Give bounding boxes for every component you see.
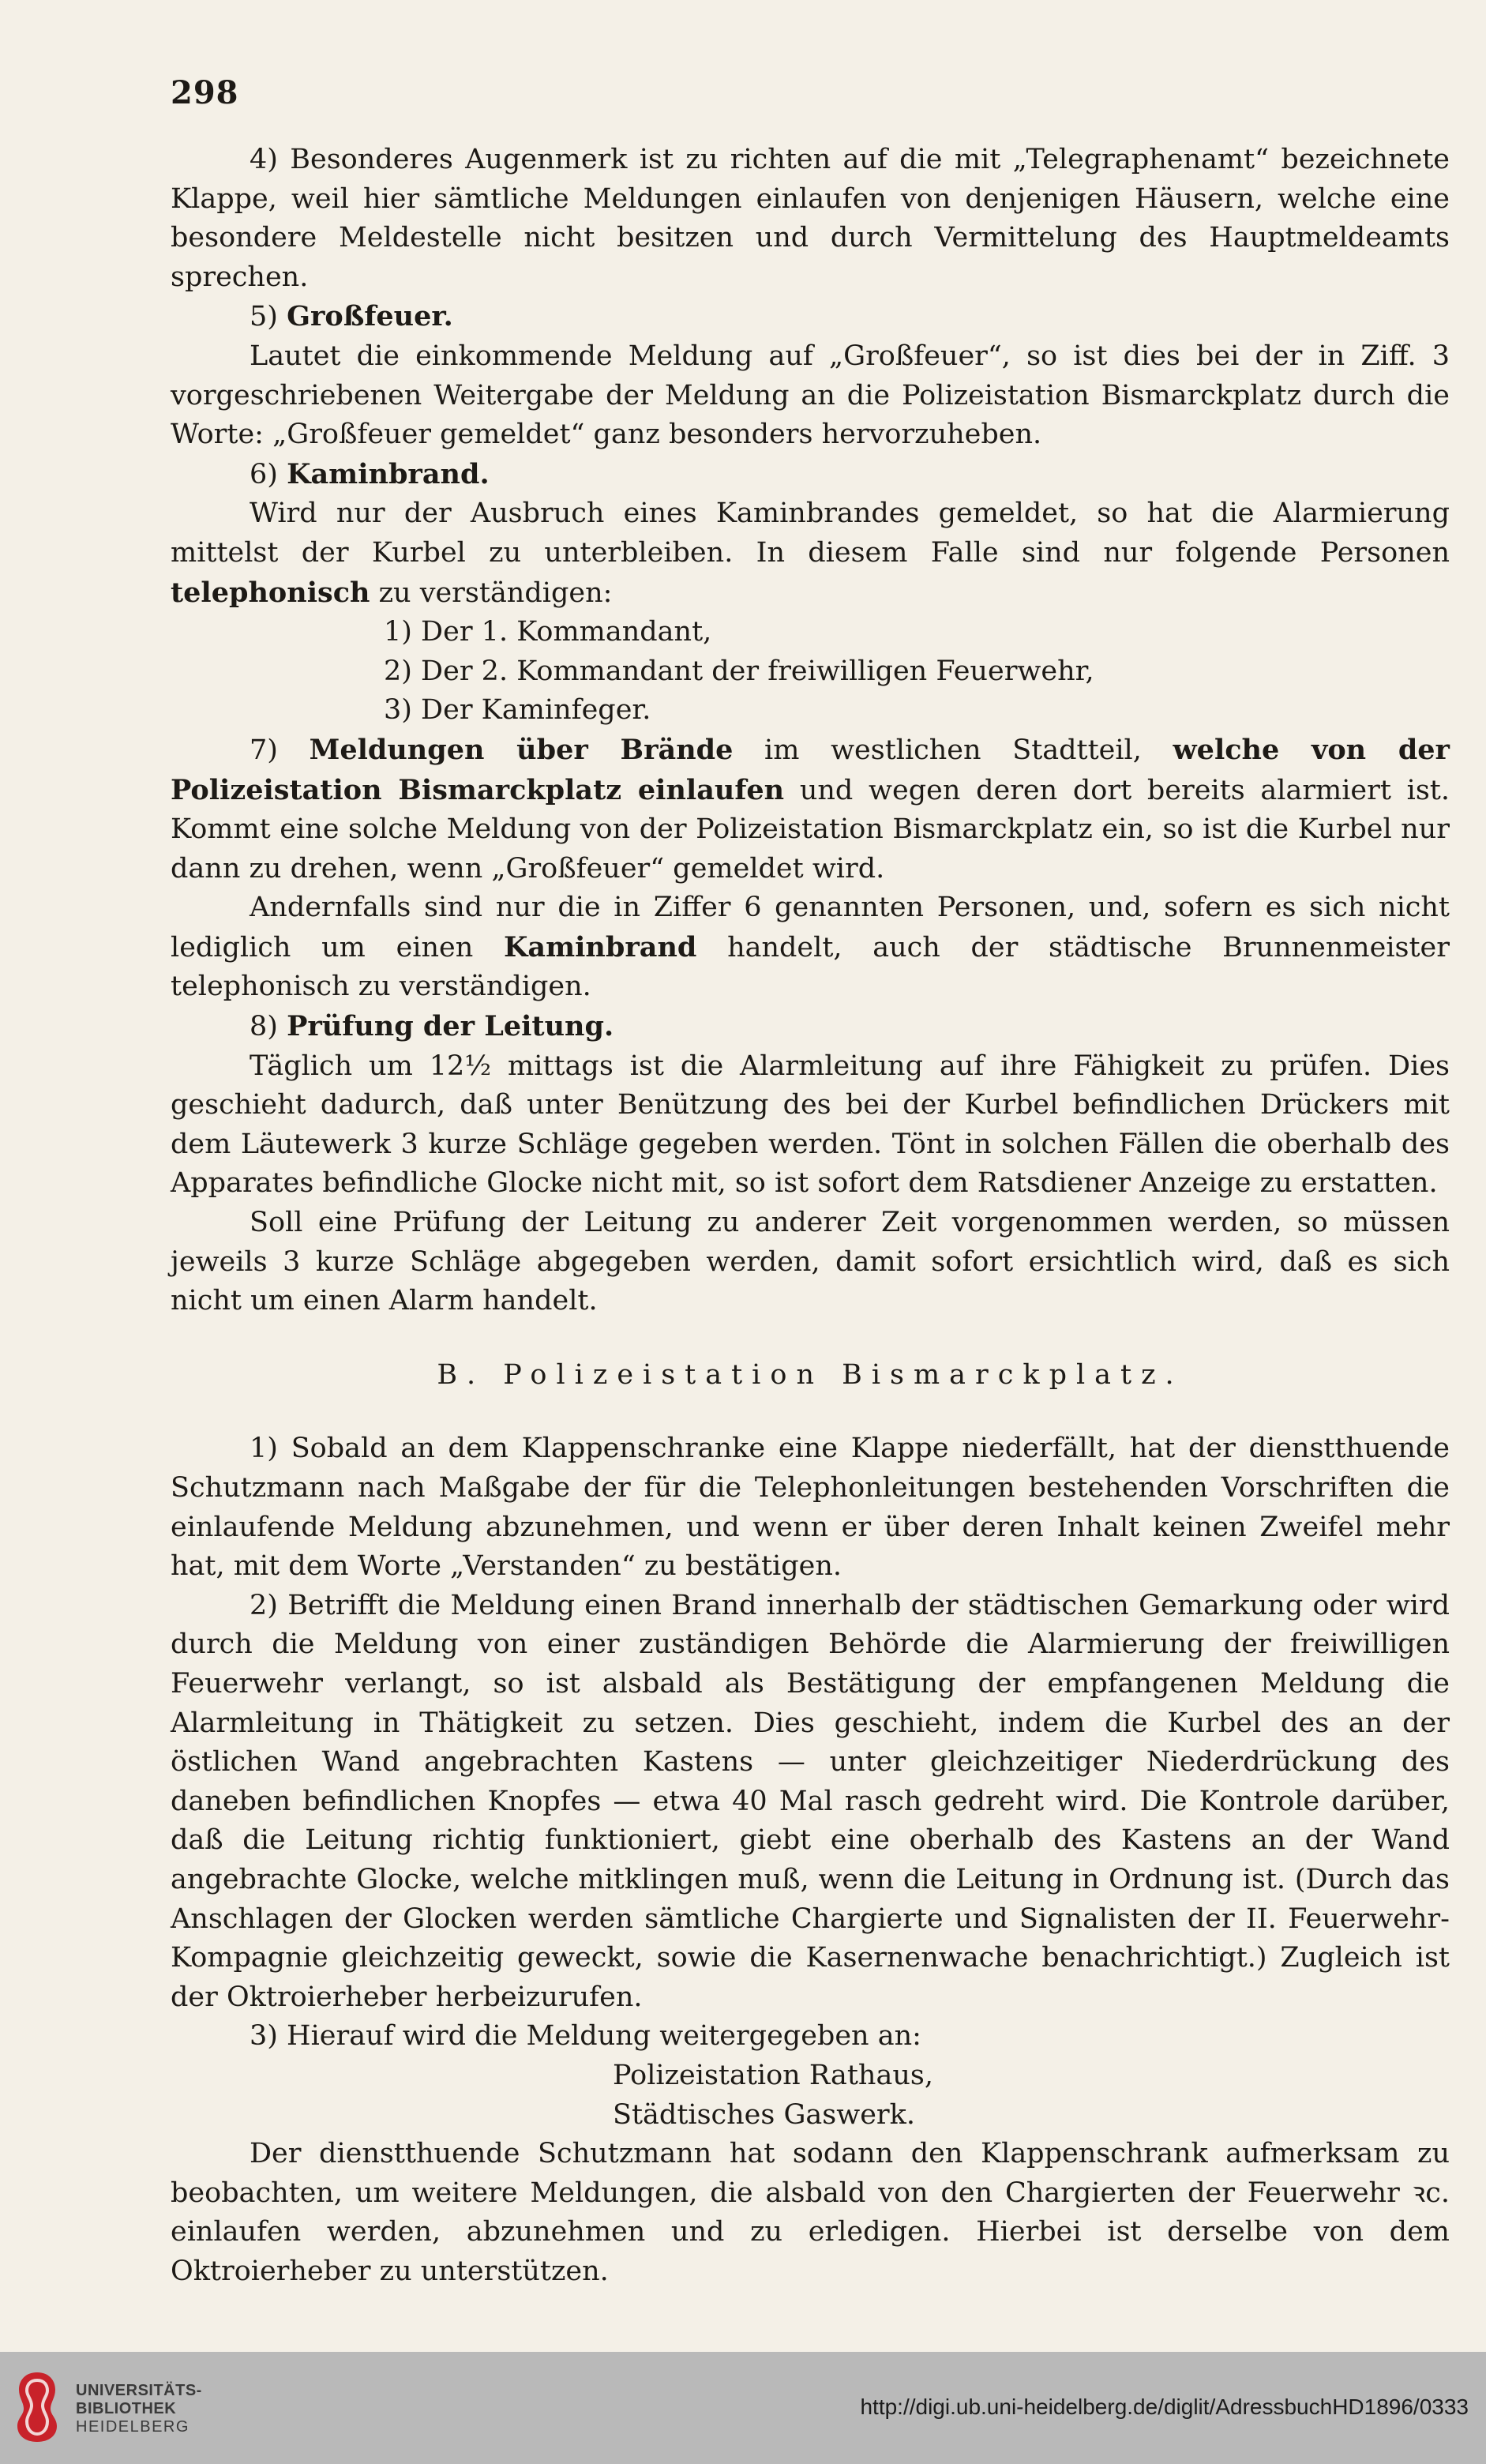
heading-number: 8) bbox=[250, 1011, 278, 1043]
paragraph-schutzmann: Der dienstthuende Schutzmann hat sodann den Klappenschrank aufmerksam zu beobachten, um weitere Meldungen, die alsbald von den Chargierten der Feuerwehr ꝛc. einlaufen werden, abzunehmen und zu erledigen. Hierbei ist derselbe von dem Oktroierheber zu unterstützen. bbox=[171, 2138, 1450, 2287]
section-title-polizeistation: B. Polizeistation Bismarckplatz. bbox=[437, 1358, 1184, 1391]
source-url-link[interactable]: http://digi.ub.uni-heidelberg.de/diglit/AdressbuchHD1896/0333 bbox=[860, 2395, 1469, 2419]
footer-bar bbox=[0, 2352, 1486, 2464]
university-seal-icon bbox=[11, 2369, 63, 2445]
list-item: Polizeistation Rathaus, bbox=[613, 2059, 933, 2091]
list-item: Städtisches Gaswerk. bbox=[613, 2098, 916, 2131]
heading-kaminbrand bbox=[171, 455, 1450, 495]
list-item: 2) Der 2. Kommandant der freiwilligen Feuerwehr, bbox=[384, 655, 1094, 687]
library-name-line: UNIVERSITÄTS- bbox=[76, 2382, 202, 2399]
paragraph-grossfeuer: Lautet die einkommende Meldung auf „Großfeuer“, so ist dies bei der in Ziff. 3 vorgeschriebenen Weitergabe der Meldung an die Polizeistation Bismarckplatz durch die Worte: „Großfeuer gemeldet“ ganz besonders hervorzuheben. bbox=[171, 340, 1450, 451]
paragraph-kaminbrand bbox=[171, 494, 1450, 613]
text-run: Andernfalls sind nur die in Ziffer 6 genannten Personen, und, sofern es sich nicht lediglich um einen bbox=[171, 892, 1450, 963]
library-name-line: HEIDELBERG bbox=[76, 2418, 190, 2436]
heading-grossfeuer bbox=[171, 297, 1450, 337]
paragraph-weitergabe: 3) Hierauf wird die Meldung weitergegeben an: bbox=[250, 2020, 921, 2053]
paragraph-telegraphenamt: 4) Besonderes Augenmerk ist zu richten auf die mit „Telegraphenamt“ bezeichnete Klappe, weil hier sämtliche Meldungen einlaufen von denjenigen Häusern, welche eine besondere Meldestelle nicht besitzen und durch Vermittelung des Hauptmeldeamts sprechen. bbox=[171, 144, 1450, 293]
text-run: im westlichen Stadtteil, bbox=[733, 734, 1173, 766]
text-run: und wegen deren dort bereits alarmiert ist. Kommt eine solche Meldung von der Polizeistation Bismarckplatz ein, so ist die Kurbel nur dann zu drehen, wenn „Großfeuer“ gemeldet wird. bbox=[171, 774, 1450, 885]
heading-number: 5) bbox=[250, 301, 278, 333]
heading-pruefung bbox=[171, 1007, 1450, 1047]
text-body bbox=[171, 141, 1450, 2291]
emphasis-meldungen: Meldungen über Brände bbox=[309, 733, 734, 766]
text-run: handelt, auch der städtische Brunnenmeister telephonisch zu verständigen. bbox=[171, 931, 1450, 1003]
person-list bbox=[171, 613, 1450, 731]
paragraph-soll-eine-pruefung: Soll eine Prüfung der Leitung zu anderer Zeit vorgenommen werden, so müssen jeweils 3 kurze Schläge abgegeben werden, damit sofort ersichtlich wird, daß es sich nicht um einen Alarm handelt. bbox=[171, 1207, 1450, 1317]
text-run: 7) bbox=[250, 734, 310, 766]
library-name-line: BIBLIOTHEK bbox=[76, 2400, 177, 2417]
text-run: Wird nur der Ausbruch eines Kaminbrandes gemeldet, so hat die Alarmierung mittelst der Kurbel zu unterbleiben. In diesem Falle sind nur folgende Personen bbox=[171, 498, 1450, 569]
recipient-list bbox=[171, 2056, 1450, 2135]
list-item: 1) Der 1. Kommandant, bbox=[384, 616, 712, 648]
paragraph-andernfalls bbox=[171, 888, 1450, 1007]
text-run: zu verständigen: bbox=[370, 577, 613, 609]
library-name bbox=[76, 2382, 202, 2436]
heading-title: Großfeuer. bbox=[287, 300, 453, 333]
emphasis-kaminbrand: Kaminbrand bbox=[503, 930, 697, 963]
paragraph-brand-meldung: 2) Betrifft die Meldung einen Brand innerhalb der städtischen Gemarkung oder wird durch die Meldung von einer zuständigen Behörde die Alarmierung der freiwilligen Feuerwehr verlangt, so ist alsbald als Bestätigung der empfangenen Meldung die Alarmleitung in Thätigkeit zu setzen. Dies geschieht, indem die Kurbel des an der östlichen Wand angebrachten Kastens — unter gleichzeitiger Niederdrückung des daneben befindlichen Knopfes — etwa 40 Mal rasch gedreht wird. Die Kontrole darüber, daß die Leitung richtig funktioniert, giebt eine oberhalb des Kastens an der Wand angebrachte Glocke, welche mitklingen muß, wenn die Leitung in Ordnung ist. (Durch das Anschlagen der Glocken werden sämtliche Chargierte und Signalisten der II. Feuerwehr-Kompagnie gleichzeitig geweckt, sowie die Kasernenwache benachrichtigt.) Zugleich ist der Oktroierheber herbeizurufen. bbox=[171, 1589, 1450, 2013]
page-number: 298 bbox=[171, 74, 239, 111]
emphasis-telephonisch: telephonisch bbox=[171, 576, 370, 609]
paragraph-taeglich: Täglich um 12½ mittags ist die Alarmleitung auf ihre Fähigkeit zu prüfen. Dies geschieht dadurch, daß unter Benützung des bei der Kurbel befindlichen Drückers mit dem Läutewerk 3 kurze Schläge gegeben werden. Tönt in solchen Fällen die oberhalb des Apparates befindliche Glocke nicht mit, so ist sofort dem Ratsdiener Anzeige zu erstatten. bbox=[171, 1050, 1450, 1200]
list-item: 3) Der Kaminfeger. bbox=[384, 694, 651, 727]
emphasis-polizeistation: welche von der Polizeistation Bismarckplatz einlaufen bbox=[171, 733, 1450, 806]
heading-number: 6) bbox=[250, 458, 278, 490]
heading-title: Prüfung der Leitung. bbox=[287, 1010, 614, 1043]
paragraph-klappenschrank: 1) Sobald an dem Klappenschranke eine Klappe niederfällt, hat der dienstthuende Schutzmann nach Maßgabe der für die Telephonleitungen bestehenden Vorschriften die einlaufende Meldung abzunehmen, und wenn er über deren Inhalt keinen Zweifel mehr hat, mit dem Worte „Verstanden“ zu bestätigen. bbox=[171, 1433, 1450, 1583]
heading-title: Kaminbrand. bbox=[287, 457, 490, 490]
paragraph-meldungen-ueber-braende bbox=[171, 731, 1450, 888]
